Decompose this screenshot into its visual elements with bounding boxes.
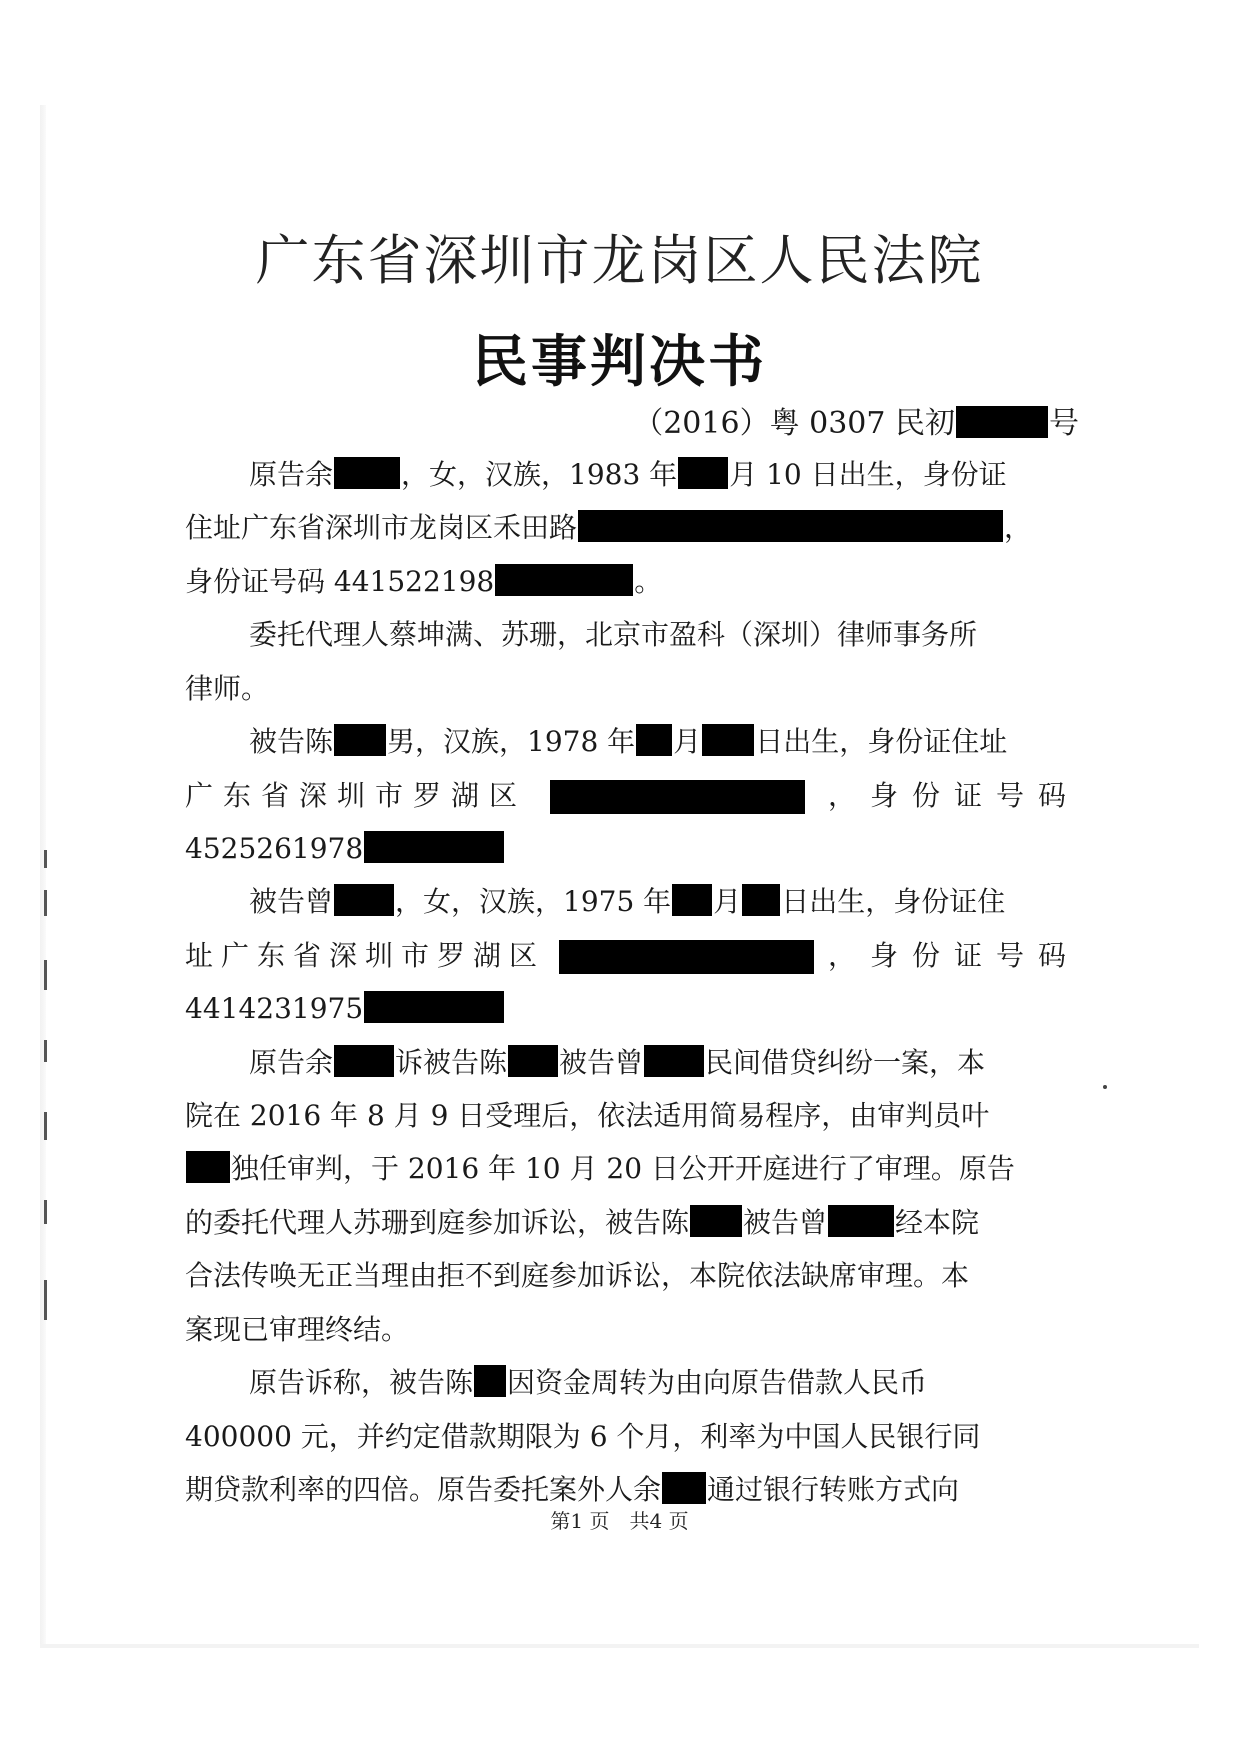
claim-line-3 bbox=[185, 1470, 1080, 1510]
case-number bbox=[633, 402, 1079, 446]
procedure-line-4 bbox=[185, 1203, 1080, 1243]
claim-text: 通过银行转账方式向 bbox=[707, 1473, 960, 1506]
procedure-line-6: 案现已审理终结。 bbox=[185, 1313, 410, 1346]
defendant1-line-1 bbox=[185, 722, 1080, 762]
defendant1-address: 广东省深圳市罗湖区 bbox=[185, 779, 528, 812]
defendant2-line-2 bbox=[185, 936, 1080, 976]
document-type: 民事判决书 bbox=[472, 329, 767, 395]
defendant2-address: 址广东省深圳市罗湖区 bbox=[185, 939, 546, 972]
claim-line-2: 400000 元，并约定借款期限为 6 个月，利率为中国人民银行同 bbox=[185, 1420, 981, 1453]
procedure-text: 原告余 bbox=[249, 1046, 334, 1079]
scan-shadow-bottom bbox=[40, 1644, 1199, 1648]
claim-text: 期贷款利率的四倍。原告委托案外人余 bbox=[185, 1473, 662, 1506]
case-number-prefix: （2016）粤 0307 民初 bbox=[633, 406, 955, 441]
defendant1-birth: 日出生，身份证住址 bbox=[755, 725, 1008, 758]
procedure-text: 民间借贷纠纷一案，本 bbox=[705, 1046, 986, 1079]
redaction-bar bbox=[956, 406, 1048, 438]
redaction-bar bbox=[662, 1472, 706, 1504]
defendant2-line-1 bbox=[185, 882, 1080, 922]
redaction-bar bbox=[186, 1151, 230, 1183]
redaction-bar bbox=[495, 564, 633, 596]
defendant2-id-number: 44142319​75 bbox=[185, 992, 364, 1025]
procedure-text: 经本院 bbox=[895, 1206, 980, 1239]
defendant1-id-label: ，身份证号码 bbox=[827, 779, 1080, 812]
defendant1-id-number: 4525261978 bbox=[185, 832, 364, 865]
defendant2-id-label: ，身份证号码 bbox=[827, 939, 1080, 972]
redaction-bar bbox=[334, 1045, 394, 1077]
redaction-bar bbox=[690, 1205, 742, 1237]
redaction-bar bbox=[742, 884, 780, 916]
redaction-bar bbox=[559, 940, 814, 974]
procedure-line-3 bbox=[185, 1149, 1080, 1189]
plaintiff-info: ，女，汉族，1983 年 bbox=[401, 458, 678, 491]
procedure-line-5: 合法传唤无正当理由拒不到庭参加诉讼，本院依法缺席审理。本 bbox=[185, 1259, 970, 1292]
procedure-text: 独任审判，于 2016 年 10 月 20 日公开开庭进行了审理。原告 bbox=[231, 1152, 1015, 1185]
redaction-bar bbox=[578, 510, 1003, 542]
defendant1-month: 月 bbox=[673, 725, 702, 758]
defendant1-info: 男，汉族，1978 年 bbox=[387, 725, 636, 758]
redaction-bar bbox=[334, 884, 394, 916]
agent-line-1: 委托代理人蔡坤满、苏珊，北京市盈科（深圳）律师事务所 bbox=[249, 618, 978, 651]
plaintiff-line-1 bbox=[185, 455, 1080, 495]
redaction-bar bbox=[364, 831, 504, 863]
redaction-bar bbox=[636, 724, 672, 756]
court-name: 广东省深圳市龙岗区人民法院 bbox=[255, 229, 984, 292]
redaction-bar bbox=[550, 780, 805, 814]
procedure-line-2: 院在 2016 年 8 月 9 日受理后，依法适用简易程序，由审判员叶 bbox=[185, 1099, 990, 1132]
case-number-suffix: 号 bbox=[1049, 406, 1079, 441]
redaction-bar bbox=[334, 724, 386, 756]
punctuation: 。 bbox=[634, 565, 663, 598]
scan-speck bbox=[1103, 1085, 1107, 1089]
claim-line-1 bbox=[185, 1363, 1080, 1403]
plaintiff-label: 原告余 bbox=[249, 458, 334, 491]
procedure-text: 被告曾 bbox=[559, 1046, 644, 1079]
claim-text: 原告诉称，被告陈 bbox=[249, 1366, 474, 1399]
redaction-bar bbox=[702, 724, 754, 756]
procedure-text: 被告曾 bbox=[743, 1206, 828, 1239]
redaction-bar bbox=[644, 1045, 704, 1077]
redaction-bar bbox=[828, 1205, 894, 1237]
redaction-bar bbox=[508, 1045, 558, 1077]
defendant1-label: 被告陈 bbox=[249, 725, 334, 758]
plaintiff-line-2 bbox=[185, 508, 1080, 548]
redaction-bar bbox=[334, 457, 400, 489]
defendant1-line-3 bbox=[185, 829, 1080, 869]
plaintiff-id-number: 身份证号码 441522198 bbox=[185, 565, 495, 598]
plaintiff-line-3 bbox=[185, 562, 1080, 602]
redaction-bar bbox=[678, 457, 728, 489]
punctuation: ， bbox=[1004, 511, 1033, 544]
claim-text: 因资金周转为由向原告借款人民币 bbox=[507, 1366, 928, 1399]
defendant2-info: ，女，汉族，1975 年 bbox=[395, 885, 672, 918]
procedure-text: 的委托代理人苏珊到庭参加诉讼，被告陈 bbox=[185, 1206, 690, 1239]
plaintiff-address: 住址广东省深圳市龙岗区禾田路 bbox=[185, 511, 578, 544]
redaction-bar bbox=[672, 884, 712, 916]
defendant2-label: 被告曾 bbox=[249, 885, 334, 918]
page-number: 第1 页 共4 页 bbox=[550, 1509, 689, 1533]
procedure-text: 诉被告陈 bbox=[395, 1046, 508, 1079]
defendant2-birth: 日出生，身份证住 bbox=[781, 885, 1006, 918]
defendant2-line-3 bbox=[185, 989, 1080, 1029]
redaction-bar bbox=[364, 991, 504, 1023]
plaintiff-birth: 月 10 日出生，身份证 bbox=[729, 458, 1007, 491]
agent-line-2: 律师。 bbox=[185, 672, 270, 705]
redaction-bar bbox=[474, 1365, 506, 1397]
procedure-line-1 bbox=[185, 1043, 1080, 1083]
defendant1-line-2 bbox=[185, 776, 1080, 816]
defendant2-month: 月 bbox=[713, 885, 742, 918]
